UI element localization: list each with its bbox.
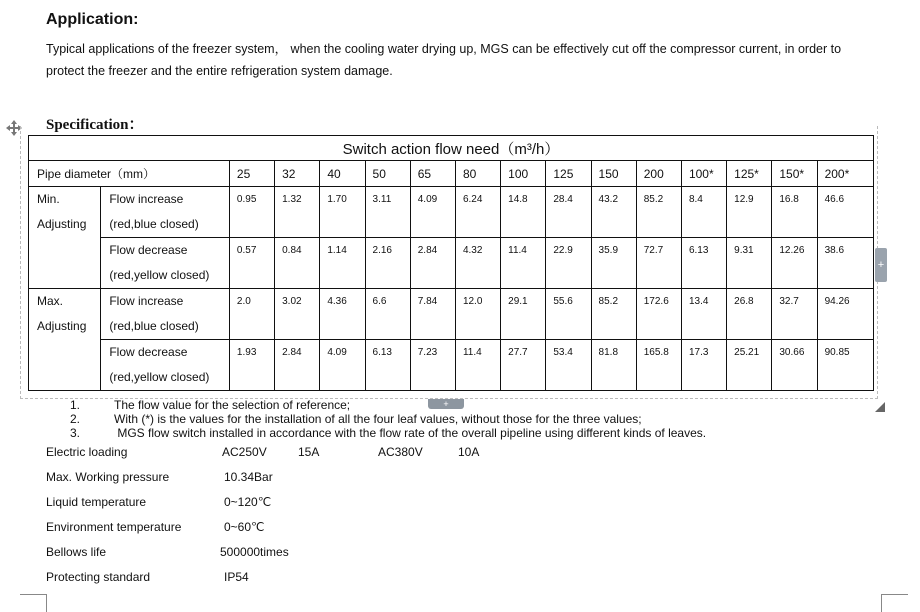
flow-value-cell: 3.02	[275, 289, 320, 340]
flow-value-cell: 6.13	[681, 238, 726, 289]
spec-label: Environment temperature	[46, 520, 182, 534]
spec-value: AC250V	[222, 445, 267, 459]
flow-value-cell: 2.0	[229, 289, 274, 340]
flow-row-label: Flow increase (red,blue closed)	[101, 289, 230, 340]
application-text-line-1: Typical applications of the freezer system， when the cooling water drying up, MGS can be effectively cut off the compressor current, in order to	[46, 42, 842, 56]
flow-value-cell: 1.14	[320, 238, 365, 289]
flow-value-cell: 1.93	[229, 340, 274, 391]
diameter-header: 65	[410, 161, 455, 187]
spec-label: Liquid temperature	[46, 495, 147, 509]
specification-table	[28, 135, 874, 391]
spec-value: 0~60℃	[224, 520, 265, 534]
flow-value-cell: 0.57	[229, 238, 274, 289]
specification-heading: Specification：	[46, 117, 144, 133]
flow-value-cell: 4.09	[410, 187, 455, 238]
diameter-header: 150*	[772, 161, 817, 187]
flow-value-cell: 1.32	[275, 187, 320, 238]
flow-value-cell: 165.8	[636, 340, 681, 391]
flow-value-cell: 35.9	[591, 238, 636, 289]
flow-value-cell: 29.1	[501, 289, 546, 340]
flow-value-cell: 4.32	[455, 238, 500, 289]
flow-value-cell: 28.4	[546, 187, 591, 238]
diameter-header: 125*	[727, 161, 772, 187]
flow-value-cell: 4.09	[320, 340, 365, 391]
diameter-header: 100*	[681, 161, 726, 187]
note-item: 2. With (*) is the values for the installation of all the four leaf values, without those for the three values;	[70, 412, 642, 426]
resize-corner-icon[interactable]	[875, 399, 885, 409]
flow-value-cell: 26.8	[727, 289, 772, 340]
flow-value-cell: 90.85	[817, 340, 873, 391]
flow-value-cell: 7.23	[410, 340, 455, 391]
spec-value: 10.34Bar	[224, 470, 273, 484]
flow-value-cell: 3.11	[365, 187, 410, 238]
spec-value: 15A	[298, 445, 320, 459]
flow-value-cell: 43.2	[591, 187, 636, 238]
flow-value-cell: 25.21	[727, 340, 772, 391]
diameter-header: 40	[320, 161, 365, 187]
diameter-header: 100	[501, 161, 546, 187]
spec-label: Max. Working pressure	[46, 470, 170, 484]
max-adjusting-label: Max. Adjusting	[29, 289, 101, 391]
note-item: 1. The flow value for the selection of reference;	[70, 398, 351, 412]
page-corner-mark-left	[20, 594, 47, 612]
flow-value-cell: 12.0	[455, 289, 500, 340]
flow-value-cell: 2.84	[410, 238, 455, 289]
flow-value-cell: 12.26	[772, 238, 817, 289]
flow-value-cell: 72.7	[636, 238, 681, 289]
flow-value-cell: 11.4	[455, 340, 500, 391]
flow-value-cell: 6.6	[365, 289, 410, 340]
application-text-line-2: protect the freezer and the entire refrigeration system damage.	[46, 64, 393, 78]
flow-value-cell: 6.13	[365, 340, 410, 391]
flow-value-cell: 85.2	[636, 187, 681, 238]
table-side-handle-icon[interactable]: +	[875, 248, 887, 282]
flow-value-cell: 0.95	[229, 187, 274, 238]
flow-value-cell: 16.8	[772, 187, 817, 238]
flow-value-cell: 12.9	[727, 187, 772, 238]
flow-value-cell: 53.4	[546, 340, 591, 391]
flow-value-cell: 27.7	[501, 340, 546, 391]
flow-value-cell: 38.6	[817, 238, 873, 289]
diameter-header: 80	[455, 161, 500, 187]
spec-label: Protecting standard	[46, 570, 151, 584]
spec-label: Electric loading	[46, 445, 128, 459]
min-adjusting-label: Min. Adjusting	[29, 187, 101, 289]
table-title: Switch action flow need（m³/h）	[29, 136, 874, 161]
flow-value-cell: 7.84	[410, 289, 455, 340]
flow-value-cell: 14.8	[501, 187, 546, 238]
flow-value-cell: 0.84	[275, 238, 320, 289]
diameter-header: 50	[365, 161, 410, 187]
flow-value-cell: 13.4	[681, 289, 726, 340]
table-bottom-handle-icon[interactable]: +	[428, 399, 464, 409]
spec-value: 0~120℃	[224, 495, 272, 509]
flow-value-cell: 46.6	[817, 187, 873, 238]
flow-value-cell: 94.26	[817, 289, 873, 340]
flow-value-cell: 6.24	[455, 187, 500, 238]
diameter-header: 125	[546, 161, 591, 187]
spec-value: AC380V	[378, 445, 423, 459]
flow-value-cell: 2.84	[275, 340, 320, 391]
flow-value-cell: 2.16	[365, 238, 410, 289]
flow-value-cell: 8.4	[681, 187, 726, 238]
flow-value-cell: 55.6	[546, 289, 591, 340]
note-item: 3. MGS flow switch installed in accordance with the flow rate of the overall pipeline using different kinds of leaves.	[70, 426, 707, 440]
flow-value-cell: 172.6	[636, 289, 681, 340]
spec-label: Bellows life	[46, 545, 107, 559]
flow-value-cell: 17.3	[681, 340, 726, 391]
diameter-header: 32	[275, 161, 320, 187]
flow-value-cell: 85.2	[591, 289, 636, 340]
flow-row-label: Flow increase (red,blue closed)	[101, 187, 230, 238]
flow-value-cell: 4.36	[320, 289, 365, 340]
diameter-header: 200*	[817, 161, 873, 187]
spec-value: 500000times	[220, 545, 289, 559]
flow-value-cell: 81.8	[591, 340, 636, 391]
spec-value: 10A	[458, 445, 480, 459]
flow-value-cell: 1.70	[320, 187, 365, 238]
flow-value-cell: 11.4	[501, 238, 546, 289]
flow-value-cell: 30.66	[772, 340, 817, 391]
flow-row-label: Flow decrease (red,yellow closed)	[101, 340, 230, 391]
page-corner-mark-right	[881, 594, 908, 612]
diameter-header: 200	[636, 161, 681, 187]
pipe-diameter-label: Pipe diameter（mm）	[29, 161, 230, 187]
flow-value-cell: 9.31	[727, 238, 772, 289]
flow-value-cell: 32.7	[772, 289, 817, 340]
spec-value: IP54	[224, 570, 249, 584]
application-heading: Application:	[46, 11, 139, 28]
diameter-header: 25	[229, 161, 274, 187]
diameter-header: 150	[591, 161, 636, 187]
flow-row-label: Flow decrease (red,yellow closed)	[101, 238, 230, 289]
flow-value-cell: 22.9	[546, 238, 591, 289]
